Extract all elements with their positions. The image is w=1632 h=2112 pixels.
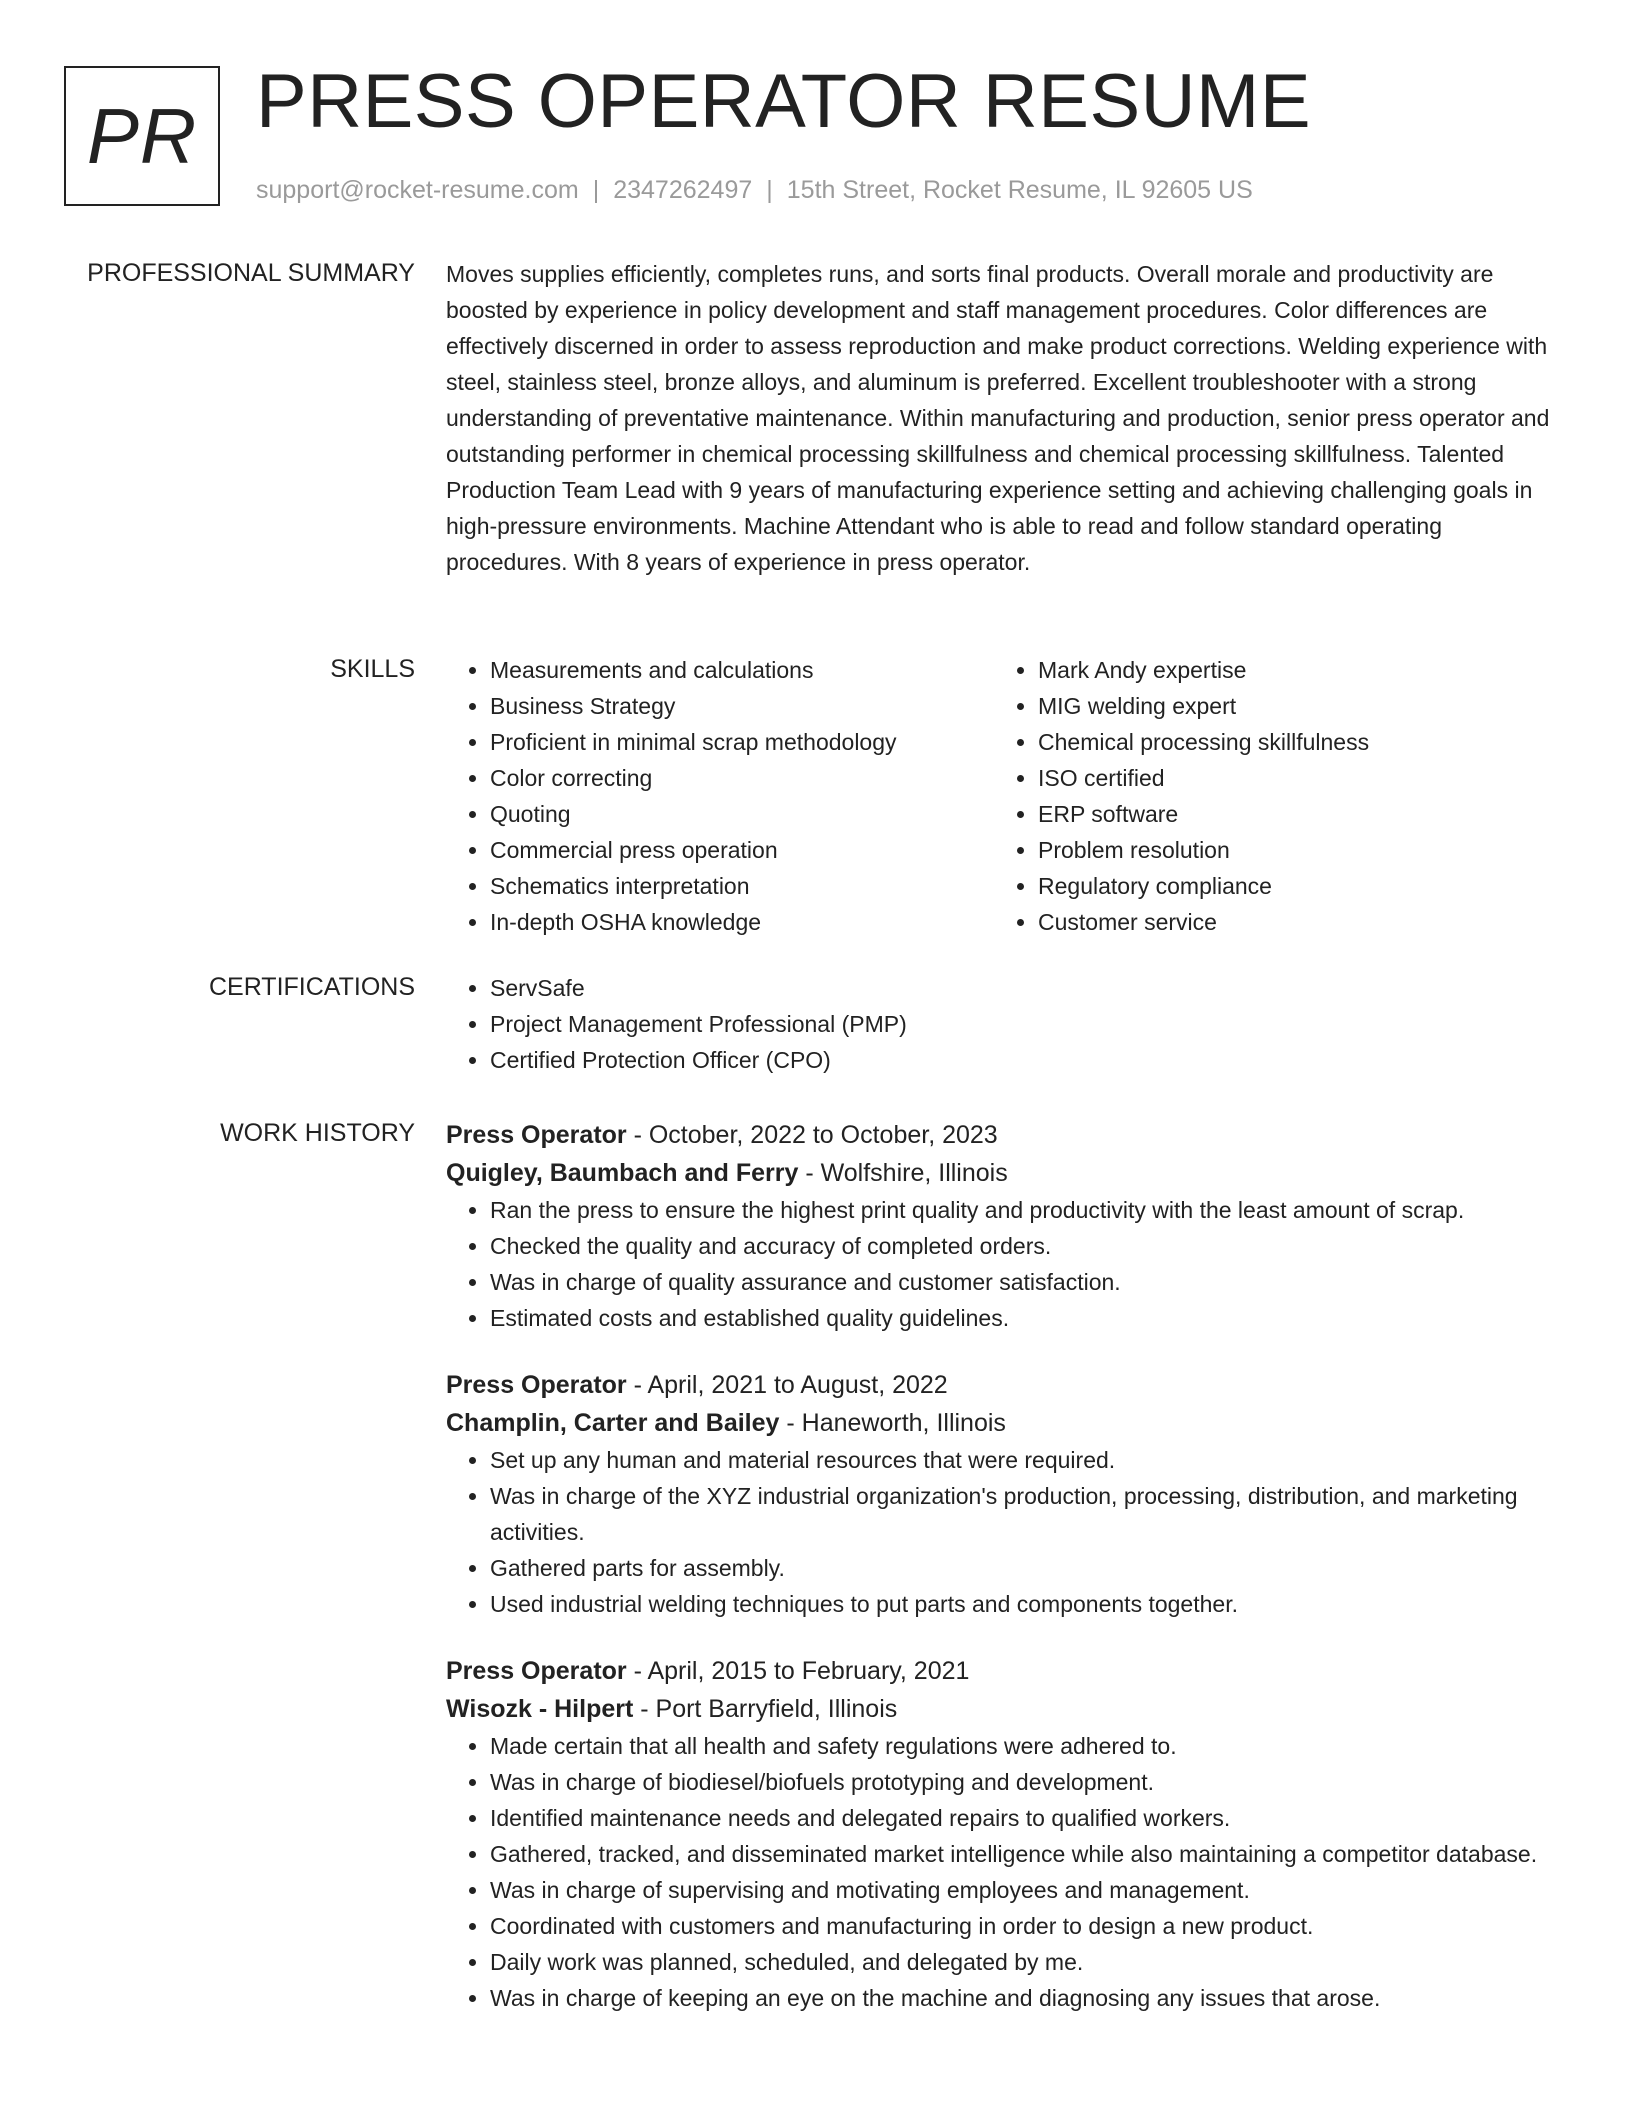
job-duty-item: • Set up any human and material resources that were required. [490,1442,1556,1478]
contact-line [256,173,1253,207]
contact-phone: 2347262497 [613,176,753,204]
job-duty-item: • Was in charge of quality assurance and customer satisfaction. [490,1264,1556,1300]
skill-item: • MIG welding expert [1038,688,1554,724]
job-dates: - April, 2015 to February, 2021 [626,1657,970,1685]
skill-item: • In-depth OSHA knowledge [490,904,994,940]
contact-address: 15th Street, Rocket Resume, IL 92605 US [786,176,1253,204]
summary-body [446,256,1556,580]
job-dates: - April, 2021 to August, 2022 [626,1371,948,1399]
job-title-line [446,1652,1556,1690]
job-duty-item: • Daily work was planned, scheduled, and delegated by me. [490,1944,1556,1980]
job-company-line [446,1690,1556,1728]
contact-separator: | [592,176,600,204]
job-company-line [446,1404,1556,1442]
job-company: Wisozk - Hilpert [446,1695,634,1723]
skill-item: • Problem resolution [1038,832,1554,868]
certification-item: • ServSafe [490,970,1556,1006]
skill-item: • Regulatory compliance [1038,868,1554,904]
certifications-label: CERTIFICATIONS [208,973,415,1001]
job-duties [446,1192,1556,1336]
skills-label: SKILLS [330,655,415,683]
job-title: Press Operator [446,1121,627,1149]
skill-item: • Customer service [1038,904,1554,940]
skill-item: • Schematics interpretation [490,868,994,904]
skill-item: • Mark Andy expertise [1038,652,1554,688]
monogram-badge: PR [64,66,220,206]
job-duty-item: • Was in charge of the XYZ industrial organization's production, processing, distribution, and marketing activities. [490,1478,1556,1550]
work-history-label: WORK HISTORY [220,1119,415,1147]
skill-item: • Commercial press operation [490,832,994,868]
certification-item: • Project Management Professional (PMP) [490,1006,1556,1042]
job-location: - Haneworth, Illinois [779,1409,1006,1437]
skill-item: • Quoting [490,796,994,832]
job-duty-item: • Used industrial welding techniques to put parts and components together. [490,1586,1556,1622]
job-duty-item: • Gathered, tracked, and disseminated market intelligence while also maintaining a competitor database. [490,1836,1556,1872]
job-company: Quigley, Baumbach and Ferry [446,1159,799,1187]
job-duties [446,1442,1556,1622]
job-location: - Wolfshire, Illinois [798,1159,1008,1187]
skill-item: • ISO certified [1038,760,1554,796]
skill-item: • Business Strategy [490,688,994,724]
job-duty-item: • Ran the press to ensure the highest print quality and productivity with the least amount of scrap. [490,1192,1556,1228]
job-duty-item: • Checked the quality and accuracy of completed orders. [490,1228,1556,1264]
summary-text: Moves supplies efficiently, completes runs, and sorts final products. Overall morale and productivity are boosted by experience in policy development and staff management procedures. Color differences are effectively discerned in order to assess reproduction and make product corrections. Welding experience with steel, stainless steel, bronze alloys, and aluminum is preferred. Excellent troubleshooter with a strong understanding of preventative maintenance. Within manufacturing and production, senior press operator and outstanding performer in chemical processing skillfulness and chemical processing skillfulness. Talented Production Team Lead with 9 years of manufacturing experience setting and achieving challenging goals in high-pressure environments. Machine Attendant who is able to read and follow standard operating procedures. With 8 years of experience in press operator. [446,261,1550,575]
job-title-line [446,1116,1556,1154]
job-duty-item: • Made certain that all health and safety regulations were adhered to. [490,1728,1556,1764]
job-duty-item: • Estimated costs and established quality guidelines. [490,1300,1556,1336]
skill-item: • Chemical processing skillfulness [1038,724,1554,760]
job-duty-item: • Was in charge of supervising and motivating employees and management. [490,1872,1556,1908]
resume-title: PRESS OPERATOR RESUME [256,59,1312,144]
job-title: Press Operator [446,1371,627,1399]
job-duties [446,1728,1556,2016]
summary-label: PROFESSIONAL SUMMARY [87,259,415,287]
job-entry [446,1116,1556,1336]
skill-item: • Measurements and calculations [490,652,994,688]
job-company-line [446,1154,1556,1192]
certification-item: • Certified Protection Officer (CPO) [490,1042,1556,1078]
job-title-line [446,1366,1556,1404]
contact-separator: | [766,176,773,204]
skills-column-right [994,652,1554,940]
job-duty-item: • Gathered parts for assembly. [490,1550,1556,1586]
job-title: Press Operator [446,1657,627,1685]
job-entry [446,1366,1556,1622]
skill-item: • Proficient in minimal scrap methodology [490,724,994,760]
job-entry [446,1652,1556,2016]
job-dates: - October, 2022 to October, 2023 [626,1121,998,1149]
skill-item: • Color correcting [490,760,994,796]
skill-item: • ERP software [1038,796,1554,832]
job-duty-item: • Coordinated with customers and manufacturing in order to design a new product. [490,1908,1556,1944]
job-company: Champlin, Carter and Bailey [446,1409,780,1437]
work-history-body [446,1116,1556,2016]
certifications-body [446,970,1556,1078]
job-duty-item: • Was in charge of keeping an eye on the machine and diagnosing any issues that arose. [490,1980,1556,2016]
job-duty-item: • Was in charge of biodiesel/biofuels prototyping and development. [490,1764,1556,1800]
job-duty-item: • Identified maintenance needs and delegated repairs to qualified workers. [490,1800,1556,1836]
skills-body [446,652,1556,940]
skills-column-left [446,652,994,940]
contact-email: support@rocket-resume.com [256,176,579,204]
job-location: - Port Barryfield, Illinois [633,1695,898,1723]
